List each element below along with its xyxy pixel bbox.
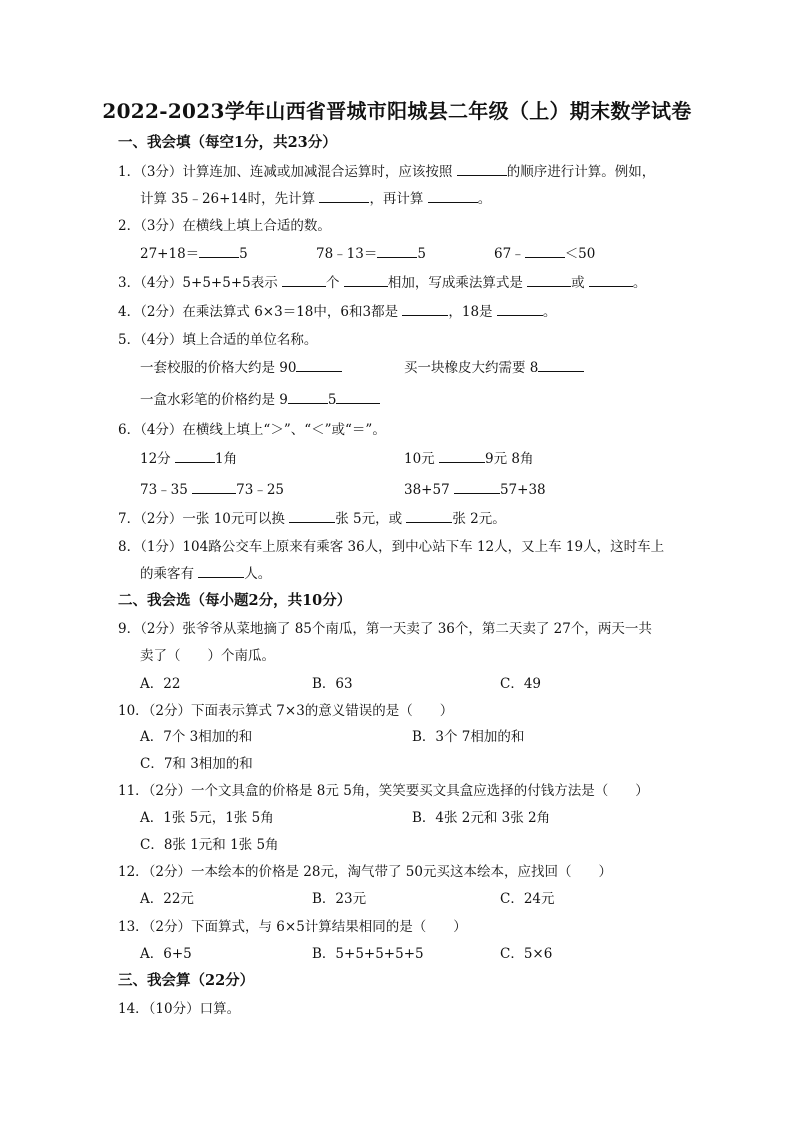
question-6-stem: 6．（4分）在横线上填上“＞”、“＜”或“＝”。: [118, 422, 386, 438]
question-11-option-a[interactable]: A．1张 5元，1张 5角: [140, 810, 274, 826]
question-14-stem: 14．（10分）口算。: [118, 1001, 241, 1017]
question-2-item-1: [140, 244, 248, 264]
question-10-option-b[interactable]: B．3个 7相加的和: [412, 729, 525, 745]
question-2-item-3-tail: ＜50: [564, 246, 596, 262]
question-6-item-3-tail: 73﹣25: [236, 482, 285, 498]
section-heading-1: 一、我会填（每空1分，共23分）: [118, 134, 337, 151]
question-4-text-a: 4．（2分）在乘法算式 6×3＝18中，6和3都是: [118, 304, 399, 320]
question-1-text-e: 。: [477, 191, 492, 207]
question-3: [118, 273, 646, 293]
answer-blank[interactable]: [377, 244, 417, 258]
question-6-item-2-tail: 9元 8角: [484, 451, 534, 467]
question-10-option-c[interactable]: C．7和 3相加的和: [140, 756, 253, 772]
answer-blank[interactable]: [525, 244, 565, 258]
question-1-text-c: 计算 35﹣26+14时，先计算: [140, 191, 316, 207]
question-1-text-b: 的顺序进行计算。例如，: [506, 164, 656, 180]
question-5-item-2-text: 买一块橡皮大约需要 8: [404, 360, 539, 376]
question-6-item-1-text: 12分: [140, 451, 171, 467]
question-5-item-3: [140, 390, 380, 410]
question-1-line-2: [140, 189, 491, 209]
question-7-text-b: 张 5元，或: [335, 511, 403, 527]
answer-blank[interactable]: [198, 564, 244, 578]
question-2-item-3: [494, 244, 595, 264]
question-13-option-a[interactable]: A．6+5: [140, 946, 192, 962]
question-5-item-3-text: 一盒水彩笔的价格约是 9: [140, 392, 288, 408]
question-10-option-a[interactable]: A．7个 3相加的和: [140, 729, 253, 745]
answer-blank[interactable]: [282, 273, 326, 287]
question-11-option-b[interactable]: B．4张 2元和 3张 2角: [412, 810, 551, 826]
question-6-item-4-tail: 57+38: [499, 482, 546, 498]
question-12-option-b[interactable]: B．23元: [312, 891, 367, 907]
question-6-item-1: [140, 449, 237, 469]
question-7-text-c: 张 2元。: [452, 511, 506, 527]
question-12-option-c[interactable]: C．24元: [500, 891, 555, 907]
question-1-text-d: ，再计算: [369, 191, 424, 207]
answer-blank[interactable]: [344, 273, 388, 287]
question-3-text-c: 相加，写成乘法算式是: [387, 275, 523, 291]
question-1-text-a: 1．（3分）计算连加、连减或加减混合运算时，应该按照: [118, 164, 453, 180]
answer-blank[interactable]: [319, 189, 369, 203]
answer-blank[interactable]: [527, 273, 571, 287]
answer-blank[interactable]: [175, 449, 215, 463]
question-6-item-2: [404, 449, 533, 469]
answer-blank[interactable]: [288, 390, 328, 404]
question-2-item-2-tail: 5: [417, 246, 426, 262]
answer-blank[interactable]: [192, 480, 236, 494]
question-2-item-2-text: 78﹣13＝: [316, 246, 378, 262]
question-5-item-1: [140, 358, 342, 378]
question-5-item-2: [404, 358, 584, 378]
question-6-item-2-text: 10元: [404, 451, 435, 467]
question-3-text-b: 个: [326, 275, 340, 291]
question-8-line-1: 8．（1分）104路公交车上原来有乘客 36人，到中心站下车 12人，又上车 19人，这时车上: [118, 539, 665, 555]
question-2-item-3-text: 67﹣: [494, 246, 525, 262]
answer-blank[interactable]: [454, 480, 500, 494]
question-10-stem: 10．（2分）下面表示算式 7×3的意义错误的是（ ）: [118, 703, 454, 719]
answer-blank[interactable]: [428, 189, 478, 203]
answer-blank[interactable]: [402, 302, 448, 316]
question-5-item-3-mid: 5: [327, 392, 337, 408]
question-5-stem: 5．（4分）填上合适的单位名称。: [118, 332, 318, 348]
section-heading-3: 三、我会算（22分）: [118, 972, 255, 989]
question-8-text-b: 的乘客有: [140, 566, 194, 582]
question-4-text-c: 。: [542, 304, 557, 320]
question-13-option-c[interactable]: C．5×6: [500, 946, 553, 962]
question-2-item-2: [316, 244, 426, 264]
question-4-text-b: ，18是: [448, 304, 493, 320]
question-6-item-4-text: 38+57: [404, 482, 450, 498]
question-12-option-a[interactable]: A．22元: [140, 891, 194, 907]
question-13-stem: 13．（2分）下面算式，与 6×5计算结果相同的是（ ）: [118, 919, 467, 935]
answer-blank[interactable]: [497, 302, 543, 316]
question-9-line-1: 9．（2分）张爷爷从菜地摘了 85个南瓜，第一天卖了 36个，第二天卖了 27个，两天一共: [118, 621, 652, 637]
page-title: 2022-2023学年山西省晋城市阳城县二年级（上）期末数学试卷: [102, 99, 692, 123]
answer-blank[interactable]: [336, 390, 380, 404]
answer-blank[interactable]: [406, 509, 452, 523]
answer-blank[interactable]: [439, 449, 485, 463]
answer-blank[interactable]: [589, 273, 633, 287]
answer-blank[interactable]: [289, 509, 335, 523]
question-13-option-b[interactable]: B．5+5+5+5+5: [312, 946, 424, 962]
question-12-stem: 12．（2分）一本绘本的价格是 28元，淘气带了 50元买这本绘本，应找回（ ）: [118, 864, 612, 880]
question-2-item-1-tail: 5: [239, 246, 248, 262]
question-6-item-1-tail: 1角: [214, 451, 238, 467]
question-9-line-2: 卖了（ ）个南瓜。: [140, 648, 275, 664]
question-6-item-4: [404, 480, 546, 500]
section-heading-2: 二、我会选（每小题2分，共10分）: [118, 592, 352, 609]
question-3-text-a: 3．（4分）5+5+5+5表示: [118, 275, 278, 291]
question-6-item-3-text: 73﹣35: [140, 482, 188, 498]
question-9-option-b[interactable]: B．63: [312, 676, 353, 692]
question-1-line-1: [118, 162, 655, 182]
question-7-text-a: 7．（2分）一张 10元可以换: [118, 511, 285, 527]
question-8-line-2: [140, 564, 271, 584]
answer-blank[interactable]: [296, 358, 342, 372]
answer-blank[interactable]: [538, 358, 584, 372]
question-9-option-c[interactable]: C．49: [500, 676, 542, 692]
question-2-stem: 2．（3分）在横线上填上合适的数。: [118, 218, 331, 234]
question-8-text-c: 人。: [244, 566, 272, 582]
question-3-text-e: 。: [632, 275, 647, 291]
question-11-stem: 11．（2分）一个文具盒的价格是 8元 5角，笑笑要买文具盒应选择的付钱方法是（ ）: [118, 783, 649, 799]
question-9-option-a[interactable]: A．22: [140, 676, 181, 692]
question-7: [118, 509, 506, 529]
question-3-text-d: 或: [571, 275, 585, 291]
answer-blank[interactable]: [457, 162, 507, 176]
question-6-item-3: [140, 480, 284, 500]
answer-blank[interactable]: [199, 244, 239, 258]
question-4: [118, 302, 556, 322]
question-5-item-1-text: 一套校服的价格大约是 90: [140, 360, 297, 376]
question-11-option-c[interactable]: C．8张 1元和 1张 5角: [140, 837, 279, 853]
question-2-item-1-text: 27+18＝: [140, 246, 200, 262]
